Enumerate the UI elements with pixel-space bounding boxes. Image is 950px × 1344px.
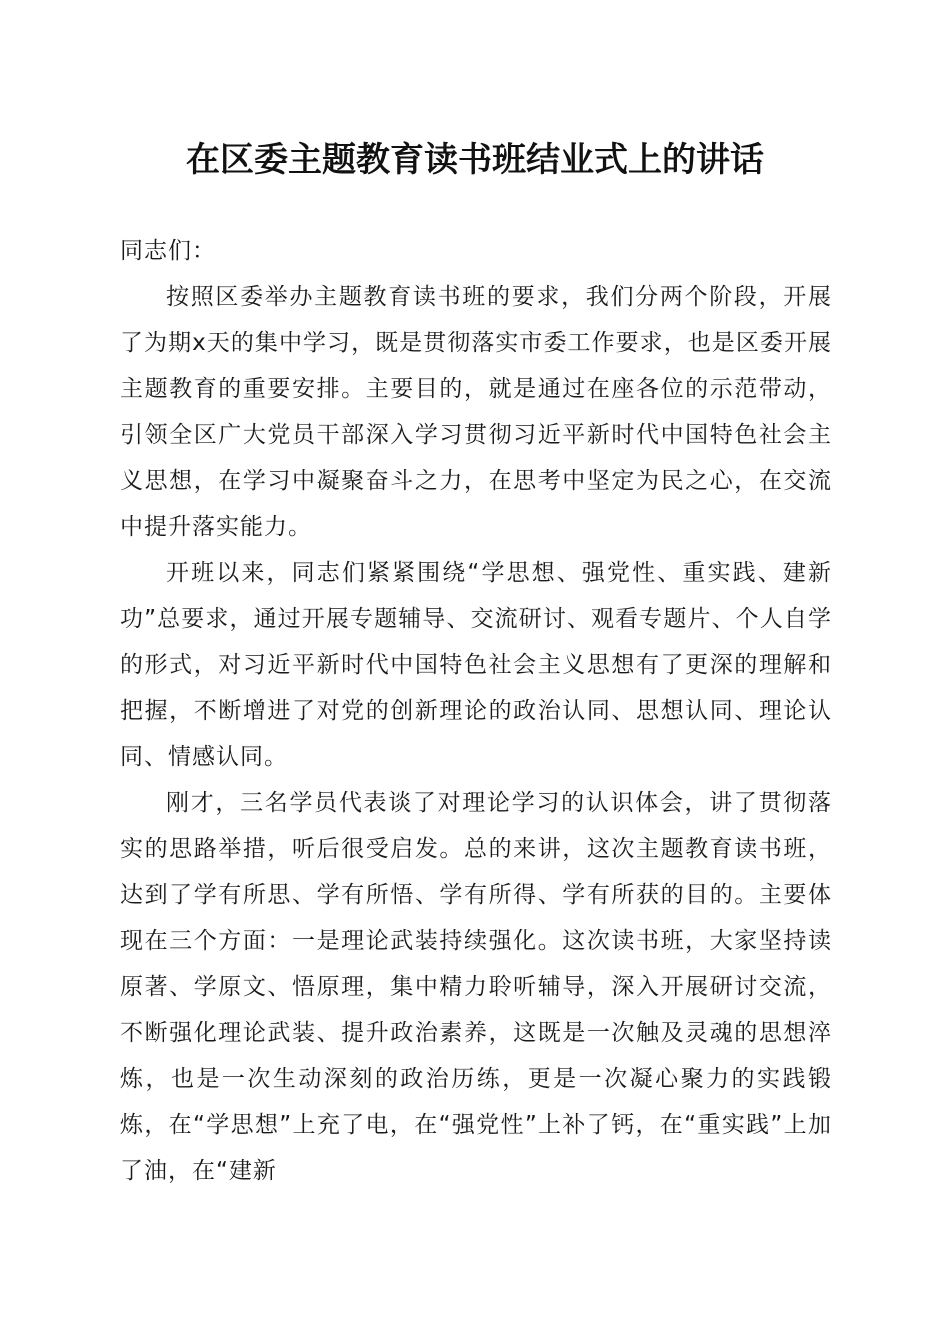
document-body	[120, 228, 832, 1194]
paragraph-3: 刚才，三名学员代表谈了对理论学习的认识体会，讲了贯彻落实的思路举措，听后很受启发。总的来讲，这次主题教育读书班，达到了学有所思、学有所悟、学有所得、学有所获的目的。主要体现在三个方面：一是理论武装持续强化。这次读书班，大家坚持读原著、学原文、悟原理，集中精力聆听辅导，深入开展研讨交流，不断强化理论武装、提升政治素养，这既是一次触及灵魂的思想淬炼，也是一次生动深刻的政治历练，更是一次凝心聚力的实践锻炼，在“学思想”上充了电，在“强党性”上补了钙，在“重实践”上加了油，在“建新	[120, 790, 832, 1184]
paragraph-2: 开班以来，同志们紧紧围绕“学思想、强党性、重实践、建新功”总要求，通过开展专题辅导、交流研讨、观看专题片、个人自学的形式，对习近平新时代中国特色社会主义思想有了更深的理解和把握，不断增进了对党的创新理论的政治认同、思想认同、理论认同、情感认同。	[120, 560, 832, 770]
salutation: 同志们：	[120, 238, 216, 264]
document-title: 在区委主题教育读书班结业式上的讲话	[186, 140, 764, 180]
paragraph-1: 按照区委举办主题教育读书班的要求，我们分两个阶段，开展了为期x天的集中学习，既是贯彻落实市委工作要求，也是区委开展主题教育的重要安排。主要目的，就是通过在座各位的示范带动，引领全区广大党员干部深入学习贯彻习近平新时代中国特色社会主义思想，在学习中凝聚奋斗之力，在思考中坚定为民之心，在交流中提升落实能力。	[120, 284, 832, 540]
